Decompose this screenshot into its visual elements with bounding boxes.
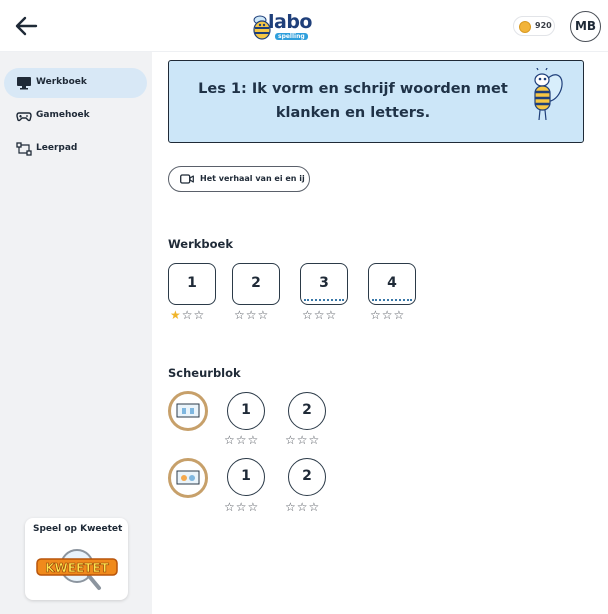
- avatar[interactable]: MB: [570, 11, 601, 42]
- kweetet-title: Speel op Kweetet: [33, 524, 123, 534]
- classroom-icon: [171, 461, 205, 495]
- star-empty-icon: ☆: [370, 308, 382, 322]
- werkboek-tile-4[interactable]: [368, 263, 416, 305]
- bee-mascot-icon: [520, 68, 568, 136]
- classroom-icon: [171, 394, 205, 428]
- scheurblok-picture-1[interactable]: [168, 391, 208, 431]
- kweetet-logo: [33, 542, 121, 594]
- star-empty-icon: ☆: [325, 308, 338, 322]
- coin-count: 920: [535, 21, 552, 30]
- star-empty-icon: ☆: [181, 308, 194, 322]
- sidebar-item-gamehoek[interactable]: [4, 101, 147, 131]
- star-empty-icon: ☆: [308, 500, 321, 514]
- coin-icon: [519, 21, 531, 33]
- monitor-icon: [16, 76, 32, 90]
- star-empty-icon: ☆: [247, 500, 260, 514]
- sidebar-item-leerpad[interactable]: [4, 134, 147, 164]
- gamepad-icon: [16, 109, 32, 123]
- scheurblok-r2-item-1[interactable]: 1: [227, 458, 265, 496]
- star-rating: [224, 434, 272, 446]
- video-camera-icon: [180, 174, 194, 184]
- video-button[interactable]: [168, 166, 310, 192]
- star-empty-icon: ☆: [285, 433, 297, 447]
- star-empty-icon: ☆: [235, 433, 248, 447]
- logo-subtitle: spelling: [275, 33, 308, 40]
- video-button-label: Het verhaal van ei en ij: [200, 174, 305, 183]
- tile-number: 3: [319, 275, 329, 291]
- star-empty-icon: ☆: [296, 500, 309, 514]
- coin-balance[interactable]: [513, 16, 555, 36]
- star-empty-icon: ☆: [247, 433, 260, 447]
- tile-number: 4: [387, 275, 397, 291]
- star-rating: [285, 434, 333, 446]
- sidebar-item-label: Gamehoek: [36, 110, 90, 120]
- star-empty-icon: ☆: [302, 308, 314, 322]
- star-empty-icon: ☆: [224, 500, 236, 514]
- scheurblok-r1-item-1[interactable]: 1: [227, 392, 265, 430]
- path-icon: [16, 142, 32, 156]
- sidebar-item-werkboek[interactable]: [4, 68, 147, 98]
- scheurblok-picture-2[interactable]: [168, 458, 208, 498]
- sidebar-item-label: Werkboek: [36, 77, 87, 87]
- star-empty-icon: ☆: [234, 308, 246, 322]
- star-filled-icon: ★: [170, 308, 182, 322]
- werkboek-heading: Werkboek: [168, 237, 233, 251]
- star-rating: [370, 309, 418, 321]
- lesson-title-line-1: Les 1: Ik vorm en schrijf woorden met: [198, 81, 508, 97]
- star-rating: [285, 501, 333, 513]
- tile-number: 2: [251, 275, 261, 291]
- star-rating: [224, 501, 272, 513]
- star-empty-icon: ☆: [257, 308, 270, 322]
- star-empty-icon: ☆: [393, 308, 406, 322]
- star-empty-icon: ☆: [235, 500, 248, 514]
- werkboek-tile-2[interactable]: [232, 263, 280, 305]
- tile-ribbon: [372, 299, 412, 302]
- lesson-title-line-2: klanken en letters.: [275, 105, 431, 121]
- star-empty-icon: ☆: [381, 308, 394, 322]
- werkboek-tile-3[interactable]: [300, 263, 348, 305]
- kweetet-logo-text: KWEETET: [45, 561, 109, 575]
- back-arrow-icon[interactable]: [12, 12, 40, 40]
- logo-text: labo: [268, 11, 312, 33]
- scheurblok-r1-item-2[interactable]: 2: [288, 392, 326, 430]
- star-rating: [170, 309, 218, 321]
- scheurblok-heading: Scheurblok: [168, 366, 241, 380]
- star-rating: [302, 309, 350, 321]
- kweetet-card[interactable]: [25, 518, 128, 600]
- star-empty-icon: ☆: [285, 500, 297, 514]
- scheurblok-r2-item-2[interactable]: 2: [288, 458, 326, 496]
- star-empty-icon: ☆: [308, 433, 321, 447]
- top-bar: [0, 0, 608, 52]
- star-empty-icon: ☆: [224, 433, 236, 447]
- sidebar: [0, 52, 152, 614]
- star-empty-icon: ☆: [193, 308, 206, 322]
- tile-number: 1: [187, 275, 197, 291]
- werkboek-tile-1[interactable]: [168, 263, 216, 305]
- star-rating: [234, 309, 282, 321]
- sidebar-item-label: Leerpad: [36, 143, 78, 153]
- star-empty-icon: ☆: [313, 308, 326, 322]
- lesson-title: [183, 77, 523, 125]
- star-empty-icon: ☆: [245, 308, 258, 322]
- star-empty-icon: ☆: [296, 433, 309, 447]
- tile-ribbon: [304, 299, 344, 302]
